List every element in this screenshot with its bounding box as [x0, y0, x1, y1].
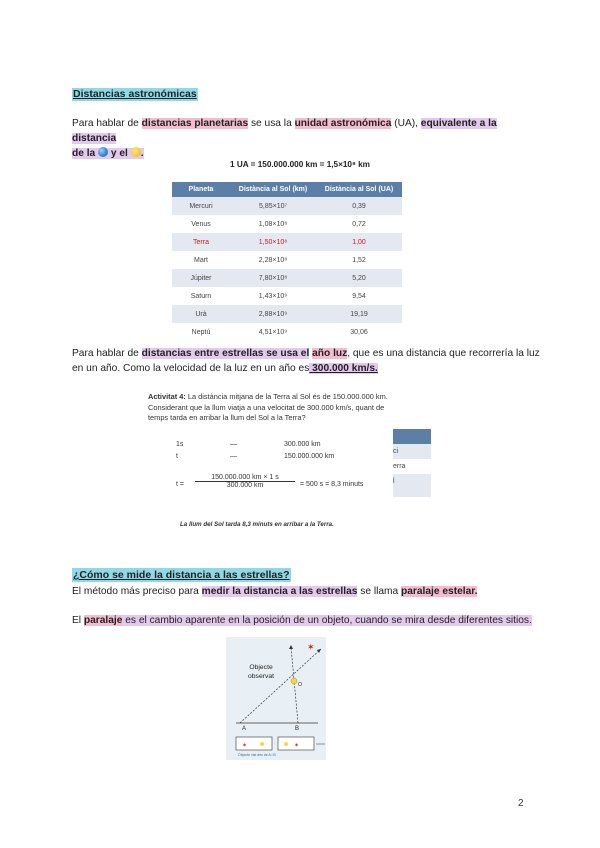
svg-text:✶: ✶: [242, 742, 248, 749]
activity-text: Considerant que la llum viatja a una velocitat de 300.000 km/s, quant de: [148, 402, 385, 412]
parallax-figure: [226, 637, 326, 760]
table-cell: 19,19: [316, 305, 402, 323]
table-cell: 30,06: [316, 323, 402, 341]
para2-highlight-speed: 300.000 km/s.: [309, 363, 378, 374]
star-icon: ✶: [307, 643, 315, 653]
para3-text: El método más preciso para: [72, 586, 202, 597]
table-cell: 4,51×10⁹: [230, 323, 316, 341]
paragraph-definition: [72, 613, 542, 628]
figure-label-line: observat: [248, 673, 275, 680]
calc-cell: t: [176, 453, 178, 460]
table-cell: Venus: [172, 215, 230, 233]
para2-text: , que es una distancia que recorrería la luz: [347, 348, 540, 359]
para1-highlight-line2: [72, 148, 144, 159]
fraction-denominator: 300.000 km: [226, 482, 264, 489]
table-row: [172, 323, 402, 341]
para3-text: se llama: [357, 586, 402, 597]
para1-highlight-distances: distancias planetarias: [141, 118, 249, 129]
calc-cell: —: [230, 453, 237, 460]
activity-text: temps tarda en arribar la llum del Sol a la Terra?: [148, 413, 306, 422]
table-cell: 1,00: [316, 233, 402, 251]
earth-icon: [98, 147, 108, 157]
para1-text: y el: [108, 148, 131, 159]
section-heading-distances: Distancias astronómicas: [73, 88, 197, 100]
table-row: [172, 197, 402, 215]
table-header: Distància al Sol (km): [230, 182, 316, 197]
calc-cell: 300.000 km: [284, 441, 321, 448]
para4-highlight-parallax: paralaje: [83, 615, 123, 626]
table-cell: Neptú: [172, 323, 230, 341]
side-table-header: [393, 429, 431, 444]
table-row: [172, 251, 402, 269]
para4-highlight-definition: es el cambio aparente en la posición de un objeto, cuando se mira desde diferentes sitios.: [122, 615, 532, 626]
para1-text: .: [140, 148, 144, 159]
side-table-cell: l: [393, 474, 431, 497]
calc-fraction: [195, 474, 295, 489]
table-header: Planeta: [172, 182, 230, 197]
table-row: [172, 269, 402, 287]
table-row: [172, 287, 402, 305]
table-cell: 7,80×10⁸: [230, 269, 316, 287]
table-cell: 1,43×10⁹: [230, 287, 316, 305]
activity-4: [148, 392, 418, 424]
para4-text: El: [72, 615, 84, 626]
para3-highlight-parallax: paralaje estelar.: [401, 586, 478, 597]
para1-highlight-equivalent: equivalente a la distancia: [72, 118, 497, 144]
table-header: Distància al Sol (UA): [316, 182, 402, 197]
activity-text: La distància mitjana de la Terra al Sol és de 150.000.000 km.: [185, 392, 388, 401]
table-row: [172, 305, 402, 323]
side-table-cell: erra: [393, 459, 431, 474]
paragraph-ua: [72, 116, 532, 161]
table-cell: Urà: [172, 305, 230, 323]
table-row: [172, 215, 402, 233]
calc-formula-result: = 500 s = 8,3 minuts: [300, 481, 364, 488]
table-cell: 1,50×10⁸: [230, 233, 316, 251]
para3-highlight-measure: medir la distancia a las estrellas: [201, 586, 358, 597]
planets-table-container: [172, 182, 402, 341]
activity-answer: La llum del Sol tarda 8,3 minuts en arribar a la Terra.: [180, 521, 334, 528]
svg-text:✶: ✶: [294, 742, 300, 749]
para2-text: en un año. Como la velocidad de la luz en un año es: [72, 363, 310, 374]
planets-table: [172, 182, 402, 341]
table-cell: 9,54: [316, 287, 402, 305]
paragraph-method: [72, 584, 542, 599]
sun-icon: [131, 147, 141, 157]
figure-label-line: Objecte: [249, 664, 273, 671]
observed-object-icon: [291, 678, 297, 684]
table-cell: 2,28×10⁸: [230, 251, 316, 269]
para2-highlight-lightyear: año luz: [312, 348, 348, 359]
side-table-cell: ci: [393, 444, 431, 459]
para2-highlight-stars: distancias entre estrellas se usa el: [141, 348, 310, 359]
para2-text: Para hablar de: [72, 348, 142, 359]
table-cell: Saturn: [172, 287, 230, 305]
para1-text: (UA),: [391, 118, 421, 129]
ua-formula: 1 UA = 150.000.000 km = 1,5×10⁸ km: [230, 160, 370, 169]
table-row-highlight: [172, 233, 402, 251]
para1-highlight-unit: unidad astronómica: [294, 118, 392, 129]
point-a-label: A: [242, 726, 247, 732]
para1-text: de la: [72, 148, 99, 159]
table-cell: Mercuri: [172, 197, 230, 215]
para1-text: Para hablar de: [72, 118, 142, 129]
table-cell: 1,52: [316, 251, 402, 269]
figure-caption: Objecte vist des de A i B: [238, 753, 276, 757]
table-cell: Júpiter: [172, 269, 230, 287]
table-cell: Mart: [172, 251, 230, 269]
figure-label: [248, 663, 274, 681]
section-heading-parallax: ¿Cómo se mide la distancia a las estrellas?: [73, 569, 290, 581]
table-cell: 2,88×10⁹: [230, 305, 316, 323]
table-cell: 5,20: [316, 269, 402, 287]
side-table-fragment: [393, 429, 431, 497]
para1-text: se usa la: [248, 118, 295, 129]
paragraph-light-year: [72, 346, 542, 376]
fraction-numerator: 150.000.000 km × 1 s: [195, 474, 295, 482]
table-cell: 0,72: [316, 215, 402, 233]
table-cell: Terra: [172, 233, 230, 251]
calc-cell: 1s: [176, 441, 184, 448]
activity-label: Activitat 4:: [148, 392, 186, 401]
calc-formula-t: t =: [176, 481, 184, 488]
table-cell: 1,08×10⁸: [230, 215, 316, 233]
page-number: 2: [518, 798, 524, 809]
point-b-label: B: [295, 726, 300, 732]
table-cell: 5,85×10⁷: [230, 197, 316, 215]
calc-cell: —: [230, 441, 237, 448]
table-cell: 0,39: [316, 197, 402, 215]
parallax-diagram: [226, 637, 326, 760]
calc-cell: 150.000.000 km: [284, 453, 335, 460]
